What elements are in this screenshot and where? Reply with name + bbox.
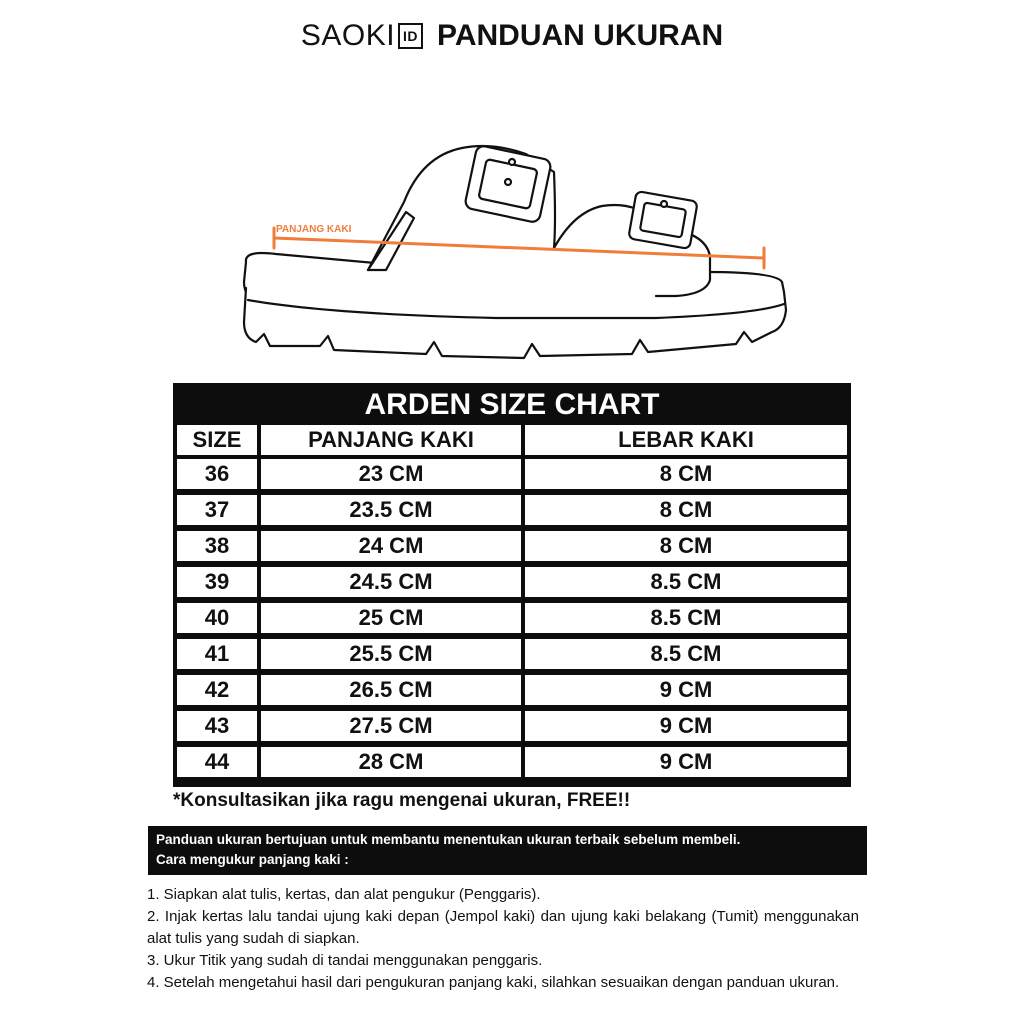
- header-size: SIZE: [177, 425, 257, 455]
- panjang-cell: 26.5 CM: [261, 675, 521, 705]
- panjang-cell: 28 CM: [261, 747, 521, 777]
- table-header-row: [177, 425, 847, 455]
- table-row: [177, 603, 847, 633]
- panjang-cell: 24 CM: [261, 531, 521, 561]
- step-item: 1. Siapkan alat tulis, kertas, dan alat pengukur (Penggaris).: [147, 886, 541, 903]
- header-panjang: PANJANG KAKI: [261, 425, 521, 455]
- table-row: [177, 747, 847, 777]
- table-row: [177, 531, 847, 561]
- consult-note: *Konsultasikan jika ragu mengenai ukuran, FREE!!: [173, 790, 631, 811]
- panjang-cell: 27.5 CM: [261, 711, 521, 741]
- step-item: 4. Setelah mengetahui hasil dari pengukuran panjang kaki, silahkan sesuaikan dengan panduan ukuran.: [147, 974, 840, 991]
- size-cell: 42: [177, 675, 257, 705]
- chart-title: ARDEN SIZE CHART: [364, 388, 660, 421]
- brand-logo: [301, 19, 423, 53]
- size-cell: 36: [177, 459, 257, 489]
- step-item: 2. Injak kertas lalu tandai ujung kaki depan (Jempol kaki) dan ujung kaki belakang (Tumit) menggunakan alat tulis yang sudah di siapkan.: [147, 908, 859, 947]
- panjang-cell: 23 CM: [261, 459, 521, 489]
- header-lebar: LEBAR KAKI: [525, 425, 847, 455]
- table-row: [177, 639, 847, 669]
- size-chart: [173, 383, 851, 787]
- lebar-cell: 8 CM: [525, 459, 847, 489]
- size-cell: 43: [177, 711, 257, 741]
- lebar-cell: 9 CM: [525, 711, 847, 741]
- lebar-cell: 8.5 CM: [525, 567, 847, 597]
- info-line-2: Cara mengukur panjang kaki :: [156, 852, 349, 867]
- brand-badge: ID: [398, 23, 423, 49]
- size-cell: 41: [177, 639, 257, 669]
- size-cell: 40: [177, 603, 257, 633]
- table-row: [177, 675, 847, 705]
- size-cell: 38: [177, 531, 257, 561]
- lebar-cell: 8.5 CM: [525, 603, 847, 633]
- size-cell: 39: [177, 567, 257, 597]
- header: [0, 14, 1024, 58]
- lebar-cell: 8 CM: [525, 531, 847, 561]
- size-cell: 44: [177, 747, 257, 777]
- measure-label: PANJANG KAKI: [276, 224, 352, 235]
- size-cell: 37: [177, 495, 257, 525]
- panjang-cell: 23.5 CM: [261, 495, 521, 525]
- lebar-cell: 8.5 CM: [525, 639, 847, 669]
- page-title: PANDUAN UKURAN: [437, 19, 724, 52]
- steps-list: [147, 884, 859, 994]
- table-row: [177, 495, 847, 525]
- lebar-cell: 9 CM: [525, 675, 847, 705]
- panjang-cell: 25.5 CM: [261, 639, 521, 669]
- info-line-1: Panduan ukuran bertujuan untuk membantu menentukan ukuran terbaik sebelum membeli.: [156, 832, 741, 847]
- panjang-cell: 24.5 CM: [261, 567, 521, 597]
- sandal-illustration: [236, 132, 796, 368]
- lebar-cell: 8 CM: [525, 495, 847, 525]
- table-row: [177, 567, 847, 597]
- table-row: [177, 459, 847, 489]
- info-box: [148, 826, 867, 875]
- table-row: [177, 711, 847, 741]
- step-item: 3. Ukur Titik yang sudah di tandai menggunakan penggaris.: [147, 952, 543, 969]
- brand-name: SAOKI: [300, 19, 396, 52]
- panjang-cell: 25 CM: [261, 603, 521, 633]
- lebar-cell: 9 CM: [525, 747, 847, 777]
